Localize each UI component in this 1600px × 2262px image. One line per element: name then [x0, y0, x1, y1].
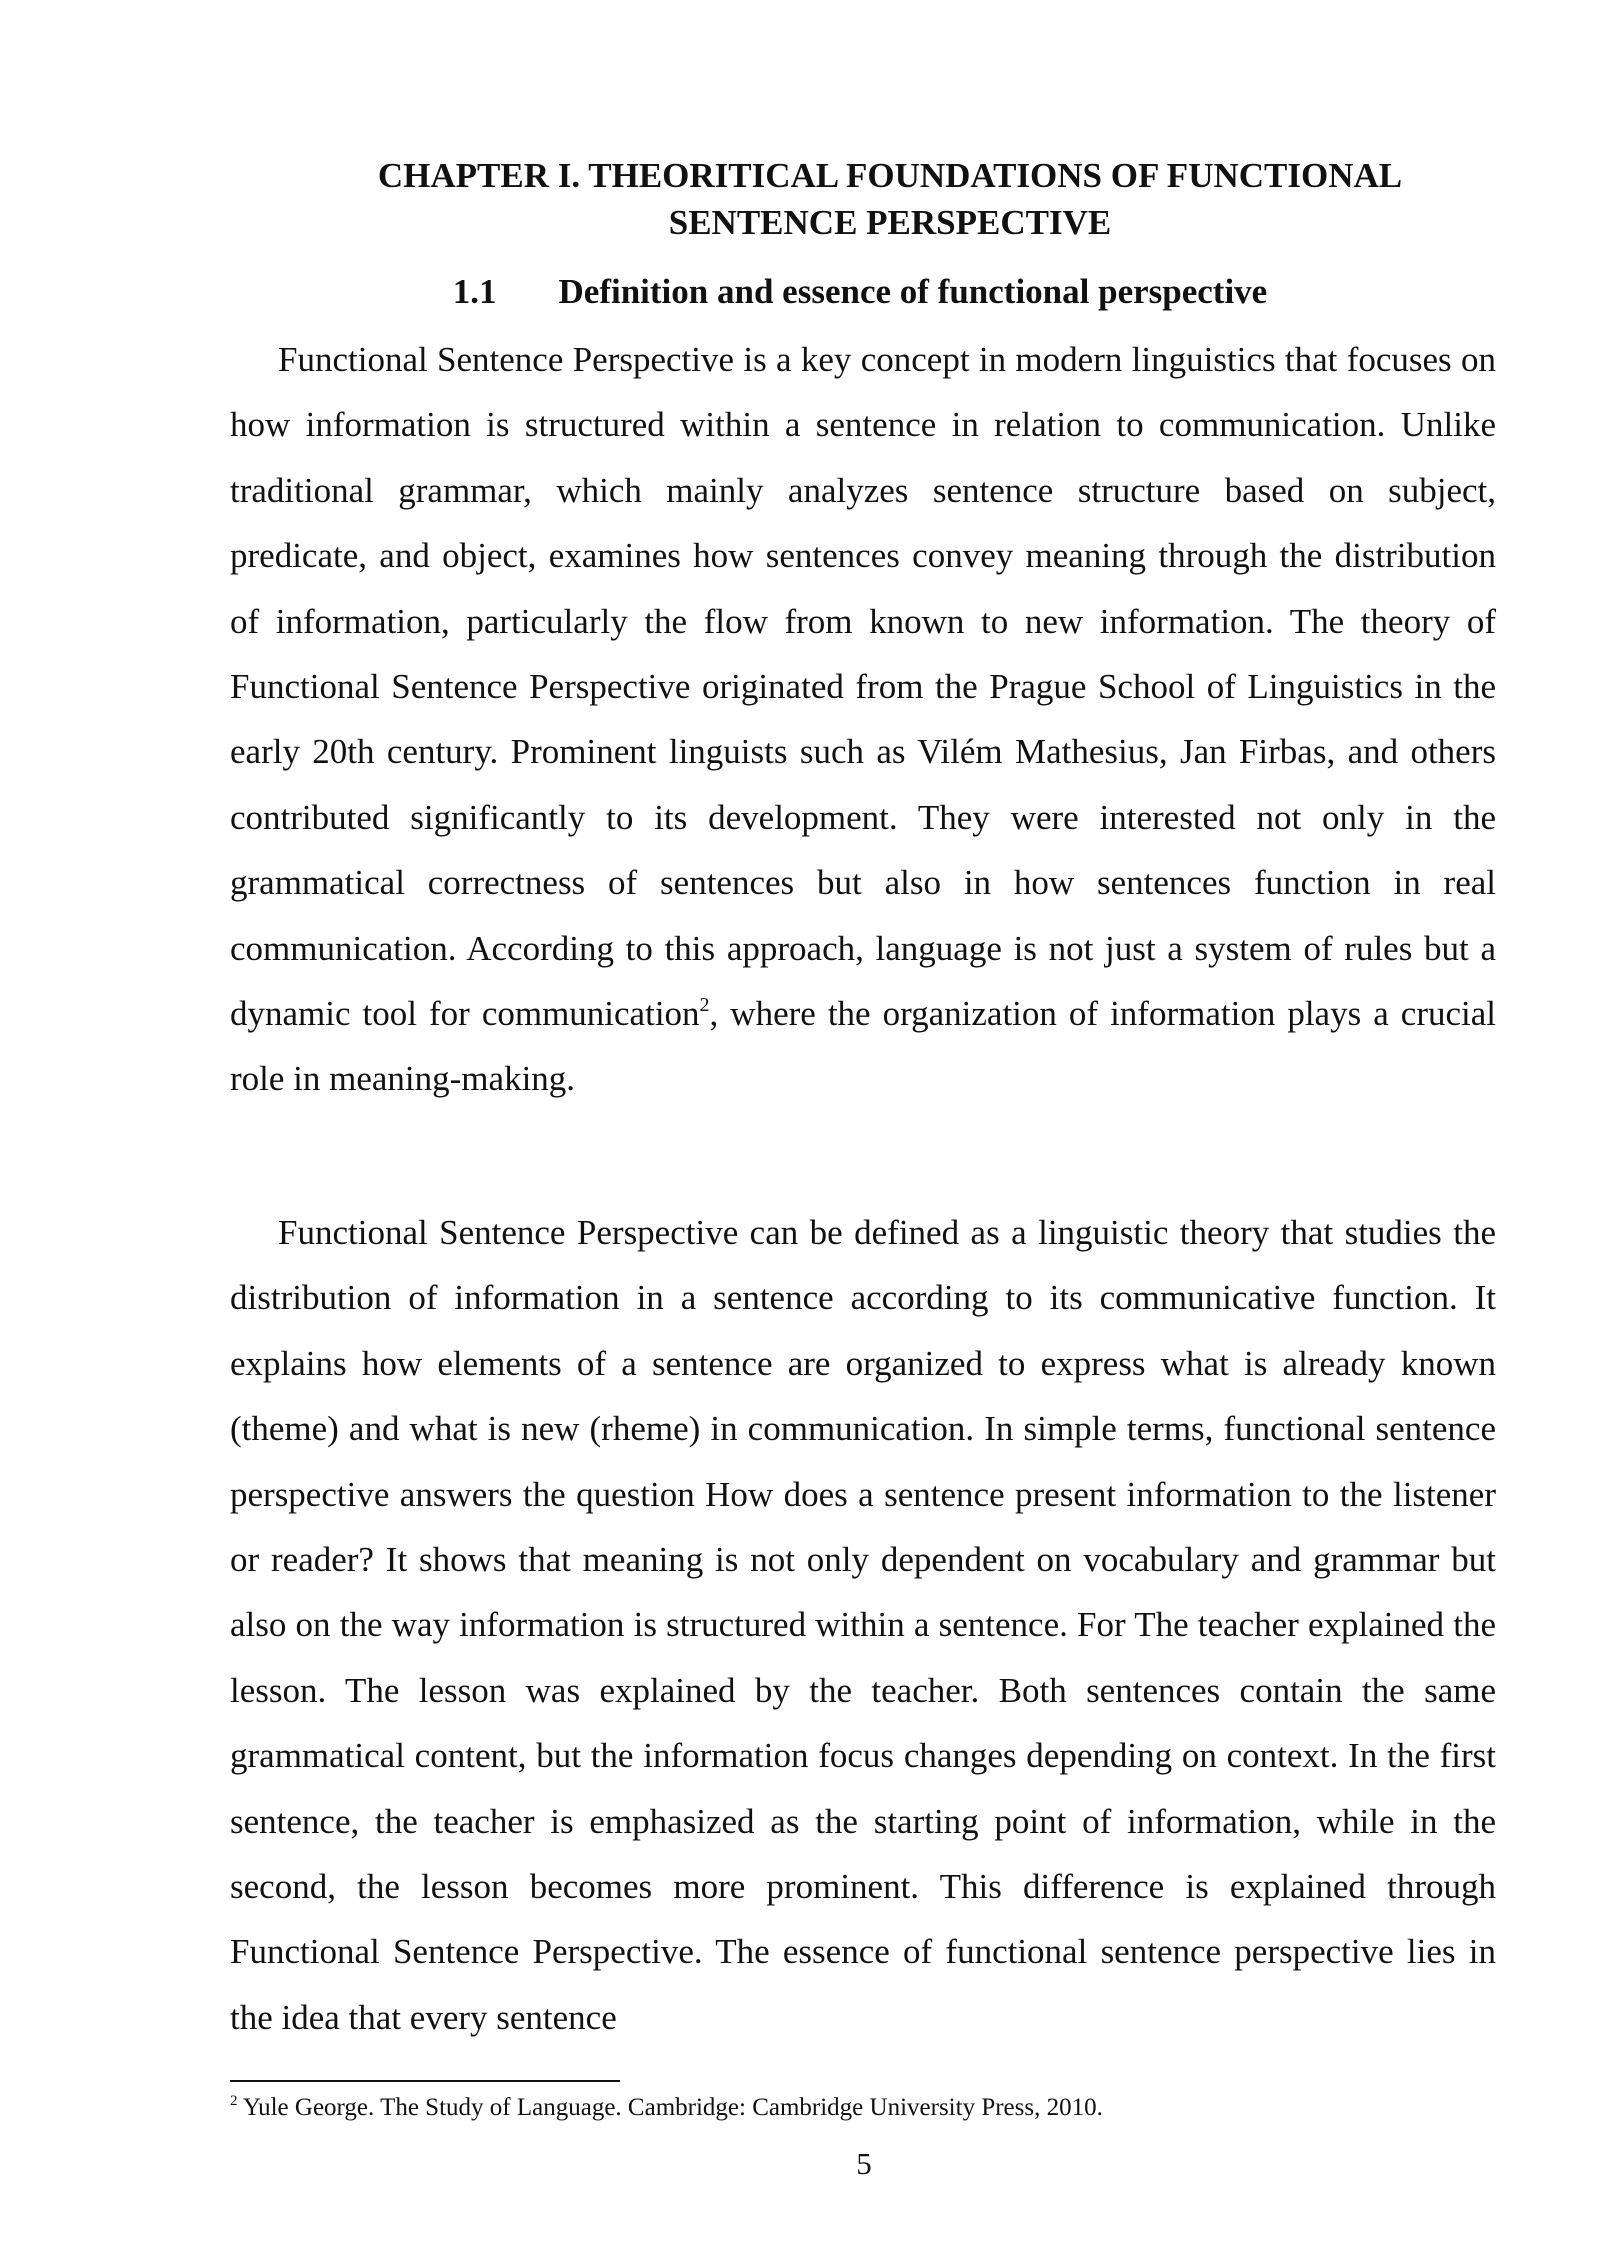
- paragraph-2-text: Functional Sentence Perspective can be defined as a linguistic theory that studies the distribution of information in a sentence according to its communicative function. It explains how elements of a sentence are organized to express what is already known (theme) and what is new (rheme) in communication. In simple terms, functional sentence perspective answers the question How does a sentence present information to the listener or reader? It shows that meaning is not only dependent on vocabulary and grammar but also on the way information is structured within a sentence. For The teacher explained the lesson. The lesson was explained by the teacher. Both sentences contain the same grammatical content, but the information focus changes depending on context. In the first sentence, the teacher is emphasized as the starting point of information, while in the second, the lesson becomes more prominent. This difference is explained through Functional Sentence Perspective. The essence of functional sentence perspective lies in the idea that every sentence: [230, 1213, 1496, 2037]
- footnote-marker: 2: [230, 2093, 238, 2109]
- chapter-title-line-1: CHAPTER I. THEORITICAL FOUNDATIONS OF FUNCTIONAL: [377, 156, 1403, 195]
- section-title: Definition and essence of functional perspective: [558, 272, 1268, 311]
- body-paragraph-2: [230, 1200, 1496, 2050]
- section-number: 1.1: [452, 272, 497, 311]
- chapter-title: [300, 152, 1480, 246]
- page-number: 5: [856, 2146, 872, 2181]
- footnote-separator: [230, 2080, 620, 2082]
- footnote: [230, 2090, 1496, 2126]
- footnote-text: Yule George. The Study of Language. Cambridge: Cambridge University Press, 2010.: [237, 2094, 1103, 2121]
- paragraph-1-text-continued: , where the organization of information plays a crucial role in meaning-making.: [230, 994, 1496, 1099]
- body-paragraph-1: [230, 327, 1496, 1112]
- chapter-title-line-2: SENTENCE PERSPECTIVE: [668, 203, 1112, 242]
- footnote-reference: 2: [699, 994, 710, 1017]
- paragraph-1-text: Functional Sentence Perspective is a key concept in modern linguistics that focuses on how information is structured within a sentence in relation to communication. Unlike traditional grammar, which mainly analyzes sentence structure based on subject, predicate, and object, examines how sentences convey meaning through the distribution of information, particularly the flow from known to new information. The theory of Functional Sentence Perspective originated from the Prague School of Linguistics in the early 20th century. Prominent linguists such as Vilém Mathesius, Jan Firbas, and others contributed significantly to its development. They were interested not only in the grammatical correctness of sentences but also in how sentences function in real communication. According to this approach, language is not just a system of rules but a dynamic tool for communication: [230, 340, 1496, 1034]
- section-heading: [230, 268, 1490, 315]
